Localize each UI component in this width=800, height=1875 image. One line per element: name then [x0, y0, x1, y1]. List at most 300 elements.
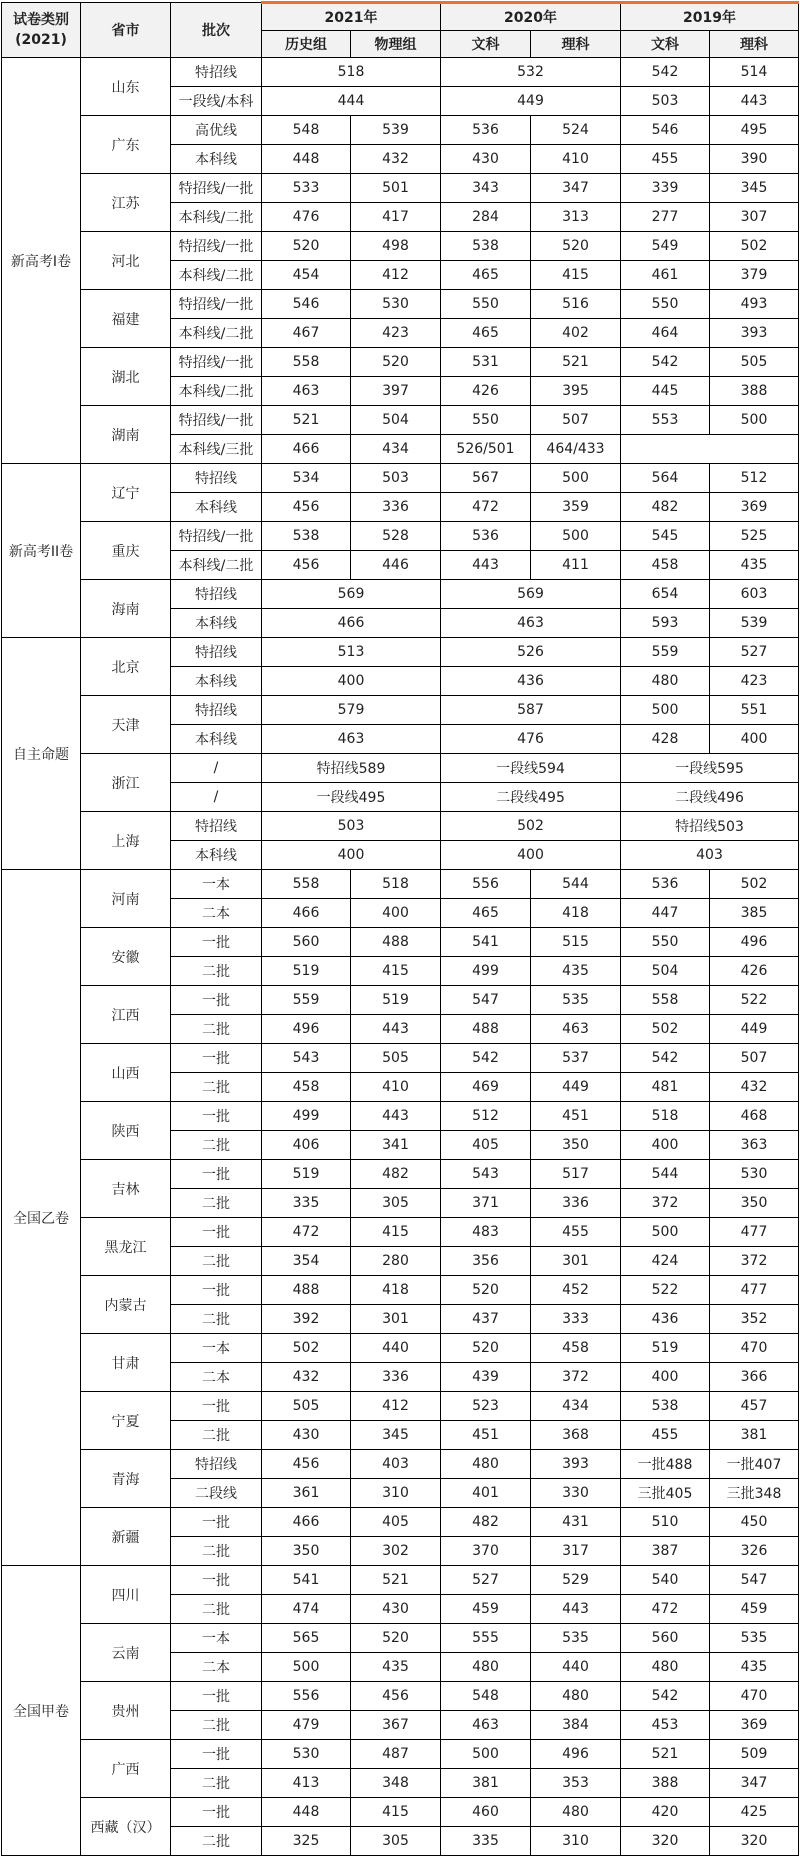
batch-cell: 本科线/二批 — [171, 551, 262, 580]
table-row — [2, 1682, 799, 1711]
table-row — [2, 1334, 799, 1363]
score-cell: 415 — [351, 957, 441, 986]
batch-cell: 一本 — [171, 870, 262, 899]
table-row — [2, 1740, 799, 1769]
score-cell: 542 — [441, 1044, 531, 1073]
score-cell: 564 — [621, 464, 710, 493]
table-row — [2, 1450, 799, 1479]
score-cell: 535 — [531, 986, 621, 1015]
province-cell: 辽宁 — [81, 464, 171, 522]
score-cell: 477 — [710, 1218, 799, 1247]
batch-cell: 一批 — [171, 928, 262, 957]
score-cell: 528 — [351, 522, 441, 551]
batch-cell: 二批 — [171, 1247, 262, 1276]
score-cell: 499 — [262, 1102, 351, 1131]
score-cell: 569 — [262, 580, 441, 609]
score-cell: 472 — [262, 1218, 351, 1247]
score-cell: 482 — [351, 1160, 441, 1189]
score-cell: 385 — [710, 899, 799, 928]
score-cell: 447 — [621, 899, 710, 928]
batch-cell: 二本 — [171, 1363, 262, 1392]
score-cell: 569 — [441, 580, 621, 609]
score-cell: 384 — [531, 1711, 621, 1740]
batch-cell: 二批 — [171, 1595, 262, 1624]
score-cell: 500 — [262, 1653, 351, 1682]
score-cell: 543 — [441, 1160, 531, 1189]
score-cell: 567 — [441, 464, 531, 493]
score-cell: 430 — [441, 145, 531, 174]
score-cell: 500 — [621, 1218, 710, 1247]
score-cell: 415 — [351, 1218, 441, 1247]
score-cell: 536 — [441, 522, 531, 551]
score-cell: 432 — [710, 1073, 799, 1102]
score-cell: 503 — [621, 87, 710, 116]
score-cell: 400 — [621, 1363, 710, 1392]
score-cell: 538 — [441, 232, 531, 261]
table-row — [2, 986, 799, 1015]
batch-cell: 本科线/三批 — [171, 435, 262, 464]
table-row — [2, 870, 799, 899]
score-cell: 400 — [710, 725, 799, 754]
score-cell: 521 — [262, 406, 351, 435]
batch-cell: 一批 — [171, 1102, 262, 1131]
score-cell: 406 — [262, 1131, 351, 1160]
score-cell: 516 — [531, 290, 621, 319]
batch-cell: 一批 — [171, 1392, 262, 1421]
score-cell: 472 — [441, 493, 531, 522]
score-cell: 539 — [351, 116, 441, 145]
province-cell: 吉林 — [81, 1160, 171, 1218]
province-cell: 黑龙江 — [81, 1218, 171, 1276]
score-cell: 453 — [621, 1711, 710, 1740]
score-cell: 520 — [351, 1624, 441, 1653]
subject-header-2021-history: 历史组 — [262, 31, 351, 58]
batch-cell: 本科线/二批 — [171, 377, 262, 406]
score-cell: 519 — [621, 1334, 710, 1363]
score-cell: 541 — [262, 1566, 351, 1595]
score-cell: 539 — [710, 609, 799, 638]
category-header-line2: (2021) — [15, 32, 67, 48]
score-cell: 550 — [621, 290, 710, 319]
score-cell: 361 — [262, 1479, 351, 1508]
batch-cell: 高优线 — [171, 116, 262, 145]
batch-cell: 本科线 — [171, 609, 262, 638]
score-cell: 505 — [262, 1392, 351, 1421]
score-cell: 345 — [710, 174, 799, 203]
table-row — [2, 638, 799, 667]
score-cell: 483 — [441, 1218, 531, 1247]
batch-cell: 本科线/二批 — [171, 203, 262, 232]
score-cell: 496 — [531, 1740, 621, 1769]
score-cell: 381 — [441, 1769, 531, 1798]
score-cell: 500 — [621, 696, 710, 725]
score-cell: 456 — [262, 551, 351, 580]
score-cell: 512 — [710, 464, 799, 493]
score-cell: 423 — [710, 667, 799, 696]
province-cell: 山东 — [81, 58, 171, 116]
score-cell: 二段线496 — [621, 783, 799, 812]
score-cell: 369 — [710, 493, 799, 522]
score-cell: 455 — [621, 145, 710, 174]
batch-cell: 特招线 — [171, 696, 262, 725]
batch-cell: 本科线/二批 — [171, 319, 262, 348]
batch-cell: 特招线/一批 — [171, 290, 262, 319]
score-cell: 444 — [262, 87, 441, 116]
batch-cell: 二段线 — [171, 1479, 262, 1508]
batch-cell: 特招线 — [171, 812, 262, 841]
score-cell: 507 — [710, 1044, 799, 1073]
score-cell: 463 — [441, 1711, 531, 1740]
score-cell: 446 — [351, 551, 441, 580]
score-cell: 542 — [621, 58, 710, 87]
admission-score-table — [1, 1, 799, 1856]
score-cell: 464/433 — [531, 435, 621, 464]
score-cell: 504 — [621, 957, 710, 986]
score-cell: 530 — [710, 1160, 799, 1189]
score-cell: 405 — [441, 1131, 531, 1160]
score-cell: 520 — [262, 232, 351, 261]
score-cell: 537 — [531, 1044, 621, 1073]
batch-header: 批次 — [171, 3, 262, 58]
score-cell: 449 — [710, 1015, 799, 1044]
province-cell: 宁夏 — [81, 1392, 171, 1450]
table-body — [2, 3, 799, 1856]
score-cell: 501 — [351, 174, 441, 203]
batch-cell: 一段线/本科 — [171, 87, 262, 116]
table-row — [2, 116, 799, 145]
score-cell: 466 — [262, 899, 351, 928]
score-cell: 388 — [710, 377, 799, 406]
score-cell: 401 — [441, 1479, 531, 1508]
score-cell: 439 — [441, 1363, 531, 1392]
score-cell: 550 — [441, 290, 531, 319]
score-cell: 503 — [262, 812, 441, 841]
score-cell: 547 — [710, 1566, 799, 1595]
score-cell: 502 — [441, 812, 621, 841]
score-cell: 480 — [621, 667, 710, 696]
score-cell: 529 — [531, 1566, 621, 1595]
score-cell: 488 — [351, 928, 441, 957]
score-cell: 463 — [262, 377, 351, 406]
score-cell: 三批405 — [621, 1479, 710, 1508]
subject-header-2020-science: 理科 — [531, 31, 621, 58]
batch-cell: 二批 — [171, 1421, 262, 1450]
score-cell: 280 — [351, 1247, 441, 1276]
subject-header-2019-science: 理科 — [710, 31, 799, 58]
score-cell: 520 — [441, 1276, 531, 1305]
category-cell: 自主命题 — [2, 638, 81, 870]
score-cell: 403 — [621, 841, 799, 870]
province-cell: 青海 — [81, 1450, 171, 1508]
province-cell: 上海 — [81, 812, 171, 870]
province-cell: 甘肃 — [81, 1334, 171, 1392]
score-cell: 432 — [351, 145, 441, 174]
province-cell: 天津 — [81, 696, 171, 754]
score-cell: 556 — [262, 1682, 351, 1711]
score-cell: 443 — [710, 87, 799, 116]
table-row — [2, 1508, 799, 1537]
batch-cell: 特招线 — [171, 580, 262, 609]
batch-cell: 特招线/一批 — [171, 174, 262, 203]
score-cell: 393 — [531, 1450, 621, 1479]
score-cell: 426 — [441, 377, 531, 406]
score-cell: 366 — [710, 1363, 799, 1392]
category-header-cell — [2, 3, 81, 58]
score-cell: 一段线595 — [621, 754, 799, 783]
score-cell: 496 — [262, 1015, 351, 1044]
batch-cell: 特招线 — [171, 1450, 262, 1479]
score-cell: 493 — [710, 290, 799, 319]
score-cell: 466 — [262, 435, 351, 464]
batch-cell: 一批 — [171, 1044, 262, 1073]
score-cell: 502 — [710, 870, 799, 899]
score-cell: 521 — [621, 1740, 710, 1769]
score-cell: 415 — [531, 261, 621, 290]
score-cell: 417 — [351, 203, 441, 232]
score-cell: 371 — [441, 1189, 531, 1218]
score-cell: 536 — [441, 116, 531, 145]
score-cell: 546 — [621, 116, 710, 145]
score-cell: 544 — [531, 870, 621, 899]
score-cell: 477 — [710, 1276, 799, 1305]
table-row — [2, 290, 799, 319]
score-cell: 463 — [531, 1015, 621, 1044]
year-header-2019: 2019年 — [621, 3, 799, 31]
batch-cell: 本科线/二批 — [171, 261, 262, 290]
score-cell: 527 — [441, 1566, 531, 1595]
score-cell: 541 — [441, 928, 531, 957]
score-cell: 369 — [710, 1711, 799, 1740]
score-cell: 436 — [441, 667, 621, 696]
score-cell: 480 — [531, 1798, 621, 1827]
batch-cell: 一本 — [171, 1334, 262, 1363]
score-cell: 548 — [441, 1682, 531, 1711]
score-cell: 451 — [441, 1421, 531, 1450]
score-cell: 359 — [531, 493, 621, 522]
score-cell: 379 — [710, 261, 799, 290]
score-cell: 393 — [710, 319, 799, 348]
batch-cell: 本科线 — [171, 493, 262, 522]
score-cell: 474 — [262, 1595, 351, 1624]
score-cell: 540 — [621, 1566, 710, 1595]
score-cell: 465 — [441, 319, 531, 348]
table-row — [2, 1392, 799, 1421]
score-cell: 520 — [441, 1334, 531, 1363]
score-cell: 305 — [351, 1827, 441, 1856]
score-cell: 350 — [710, 1189, 799, 1218]
score-cell: 533 — [262, 174, 351, 203]
score-cell: 521 — [531, 348, 621, 377]
score-cell: 514 — [710, 58, 799, 87]
score-cell: 579 — [262, 696, 441, 725]
province-cell: 江苏 — [81, 174, 171, 232]
table-row — [2, 754, 799, 783]
score-cell: 527 — [710, 638, 799, 667]
score-cell: 466 — [262, 1508, 351, 1537]
batch-cell: 二批 — [171, 1073, 262, 1102]
table-row — [2, 464, 799, 493]
table-row — [2, 812, 799, 841]
score-cell: 526 — [441, 638, 621, 667]
score-cell: 530 — [262, 1740, 351, 1769]
score-cell: 370 — [441, 1537, 531, 1566]
score-cell: 479 — [262, 1711, 351, 1740]
batch-cell: 二本 — [171, 1653, 262, 1682]
score-cell: 465 — [441, 261, 531, 290]
score-cell: 三批348 — [710, 1479, 799, 1508]
batch-cell: 一批 — [171, 1276, 262, 1305]
score-cell: 456 — [351, 1682, 441, 1711]
score-cell: 350 — [262, 1537, 351, 1566]
score-cell: 452 — [531, 1276, 621, 1305]
score-cell: 459 — [441, 1595, 531, 1624]
score-cell: 特招线589 — [262, 754, 441, 783]
score-cell: 549 — [621, 232, 710, 261]
batch-cell: 一批 — [171, 1160, 262, 1189]
score-cell: 特招线503 — [621, 812, 799, 841]
score-cell: 513 — [262, 638, 441, 667]
score-cell: 367 — [351, 1711, 441, 1740]
score-cell: 354 — [262, 1247, 351, 1276]
score-cell: 587 — [441, 696, 621, 725]
score-cell: 470 — [710, 1682, 799, 1711]
score-cell: 542 — [621, 348, 710, 377]
score-cell: 435 — [710, 1653, 799, 1682]
score-cell: 542 — [621, 1044, 710, 1073]
subject-header-2019-arts: 文科 — [621, 31, 710, 58]
score-cell: 430 — [351, 1595, 441, 1624]
batch-cell: 一本 — [171, 1624, 262, 1653]
score-cell: 550 — [621, 928, 710, 957]
score-cell: 560 — [621, 1624, 710, 1653]
province-cell: 西藏（汉） — [81, 1798, 171, 1856]
batch-cell: 本科线 — [171, 145, 262, 174]
score-cell: 372 — [710, 1247, 799, 1276]
score-cell: 403 — [351, 1450, 441, 1479]
score-cell: 488 — [262, 1276, 351, 1305]
score-cell: 400 — [262, 841, 441, 870]
score-cell: 487 — [351, 1740, 441, 1769]
score-cell: 466 — [262, 609, 441, 638]
province-cell: 内蒙古 — [81, 1276, 171, 1334]
score-cell: 456 — [262, 1450, 351, 1479]
province-cell: 河南 — [81, 870, 171, 928]
score-cell: 410 — [351, 1073, 441, 1102]
score-cell: 410 — [531, 145, 621, 174]
score-cell: 335 — [262, 1189, 351, 1218]
batch-cell: 一批 — [171, 1566, 262, 1595]
score-cell: 451 — [531, 1102, 621, 1131]
score-cell: 284 — [441, 203, 531, 232]
score-cell: 405 — [351, 1508, 441, 1537]
score-cell: 336 — [351, 493, 441, 522]
score-cell: 448 — [262, 1798, 351, 1827]
score-cell: 544 — [621, 1160, 710, 1189]
table-row — [2, 696, 799, 725]
score-cell: 435 — [531, 957, 621, 986]
score-cell: 432 — [262, 1363, 351, 1392]
score-cell: 469 — [441, 1073, 531, 1102]
score-cell: 435 — [351, 1653, 441, 1682]
score-cell: 532 — [441, 58, 621, 87]
batch-cell: 一批 — [171, 1682, 262, 1711]
batch-cell: 二批 — [171, 957, 262, 986]
batch-cell: 特招线/一批 — [171, 232, 262, 261]
score-cell: 502 — [710, 232, 799, 261]
table-row — [2, 232, 799, 261]
score-cell: 480 — [621, 1653, 710, 1682]
category-cell: 新高考I卷 — [2, 58, 81, 464]
score-cell: 326 — [710, 1537, 799, 1566]
score-cell: 395 — [531, 377, 621, 406]
score-cell: 498 — [351, 232, 441, 261]
table-row — [2, 1566, 799, 1595]
score-cell: 435 — [710, 551, 799, 580]
score-cell: 654 — [621, 580, 710, 609]
score-cell: 500 — [441, 1740, 531, 1769]
score-cell: 499 — [441, 957, 531, 986]
score-cell: 502 — [621, 1015, 710, 1044]
score-cell: 一批488 — [621, 1450, 710, 1479]
score-cell: 388 — [621, 1769, 710, 1798]
score-cell: 450 — [710, 1508, 799, 1537]
score-cell: 505 — [351, 1044, 441, 1073]
score-cell: 434 — [531, 1392, 621, 1421]
score-cell: 480 — [441, 1450, 531, 1479]
batch-cell: 特招线 — [171, 58, 262, 87]
score-cell: 551 — [710, 696, 799, 725]
score-cell: 400 — [441, 841, 621, 870]
score-cell: 534 — [262, 464, 351, 493]
score-cell: 381 — [710, 1421, 799, 1450]
score-cell: 458 — [262, 1073, 351, 1102]
province-header: 省市 — [81, 3, 171, 58]
province-cell: 浙江 — [81, 754, 171, 812]
score-cell: 387 — [621, 1537, 710, 1566]
score-cell: 521 — [351, 1566, 441, 1595]
score-cell: 397 — [351, 377, 441, 406]
score-cell: 460 — [441, 1798, 531, 1827]
score-cell: 372 — [531, 1363, 621, 1392]
score-cell: 426 — [710, 957, 799, 986]
province-cell: 广东 — [81, 116, 171, 174]
score-cell: 424 — [621, 1247, 710, 1276]
score-cell: 336 — [531, 1189, 621, 1218]
table-row — [2, 1102, 799, 1131]
batch-cell: / — [171, 754, 262, 783]
score-cell: 400 — [621, 1131, 710, 1160]
score-cell: 437 — [441, 1305, 531, 1334]
score-cell: 443 — [441, 551, 531, 580]
score-cell: 518 — [621, 1102, 710, 1131]
batch-cell: 本科线 — [171, 667, 262, 696]
score-cell: 411 — [531, 551, 621, 580]
score-cell: 504 — [351, 406, 441, 435]
score-cell: 310 — [531, 1827, 621, 1856]
score-cell: 468 — [710, 1102, 799, 1131]
score-cell: 341 — [351, 1131, 441, 1160]
province-cell: 福建 — [81, 290, 171, 348]
table-row — [2, 1044, 799, 1073]
score-cell: 457 — [710, 1392, 799, 1421]
batch-cell: 特招线/一批 — [171, 406, 262, 435]
score-cell: 524 — [531, 116, 621, 145]
subject-header-2020-arts: 文科 — [441, 31, 531, 58]
score-cell: 465 — [441, 899, 531, 928]
score-cell: 480 — [441, 1653, 531, 1682]
score-cell: 一段线495 — [262, 783, 441, 812]
score-cell: 455 — [621, 1421, 710, 1450]
